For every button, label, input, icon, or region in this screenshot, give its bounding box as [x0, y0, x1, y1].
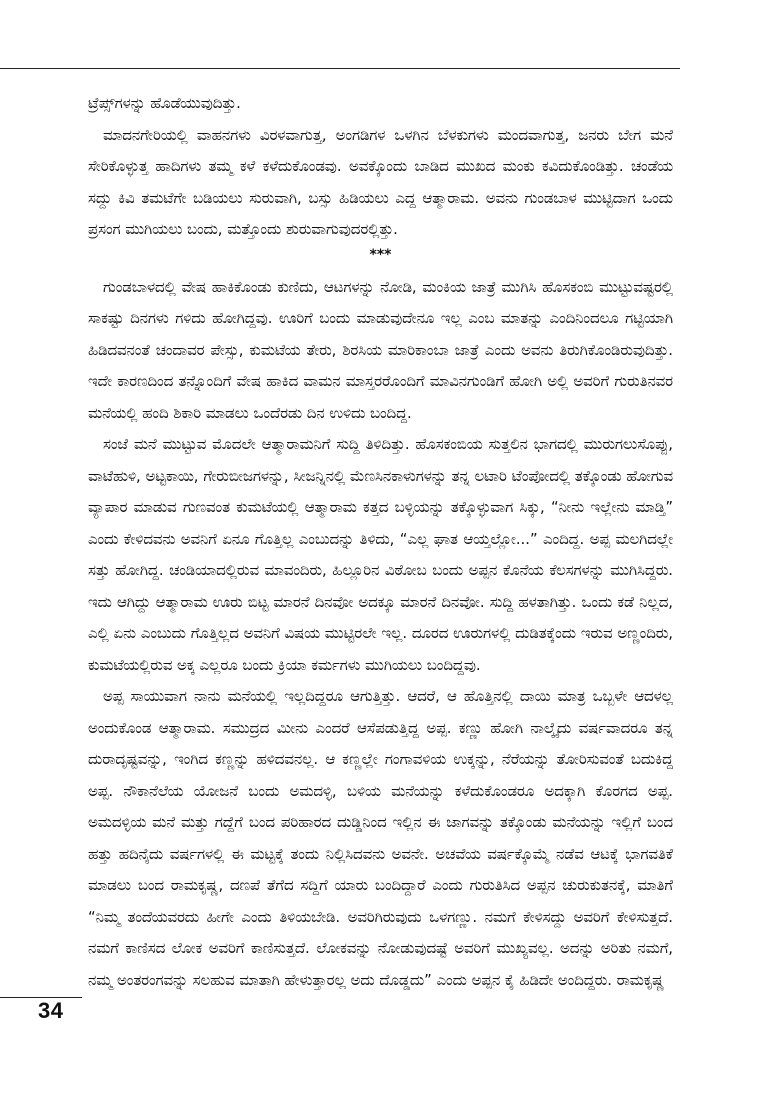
page-number: 34: [38, 998, 64, 1023]
paragraph-3: ಗುಂಡಬಾಳದಲ್ಲಿ ವೇಷ ಹಾಕಿಕೊಂಡು ಕುಣಿದು, ಆಟಗಳನ್ನು ನೋಡಿ, ಮಂಕಿಯ ಜಾತ್ರೆ ಮುಗಿಸಿ ಹೊಸಕಂಬಿ ಮುಟ್ಟುವಷ್ಟರಲ್ಲಿ ಸಾಕಷ್ಟು ದಿನಗಳು ಗಳಿದು ಹೋಗಿದ್ದವು. ಊರಿಗೆ ಬಂದು ಮಾಡುವುದೇನೂ ಇಲ್ಲ ಎಂಬ ಮಾತನ್ನು ಎಂದಿನಿಂದಲೂ ಗಟ್ಟಿಯಾಗಿ ಹಿಡಿದವನಂತೆ ಚಂದಾವರ ಪೇಸ್ಸು, ಕುಮಟೆಯ ತೇರು, ಶಿರಸಿಯ ಮಾರಿಕಾಂಬಾ ಜಾತ್ರೆ ಎಂದು ಅವನು ತಿರುಗಿಕೊಂಡಿರುವುದಿತ್ತು. ಇದೇ ಕಾರಣದಿಂದ ತನ್ನೊಂದಿಗೆ ವೇಷ ಹಾಕಿದ ವಾಮನ ಮಾಸ್ತರರೊಂದಿಗೆ ಮಾವಿನಗುಂಡಿಗೆ ಹೋಗಿ ಅಲ್ಲಿ ಅವರಿಗೆ ಗುರುತಿನವರ ಮನೆಯಲ್ಲಿ ಹಂದಿ ಶಿಕಾರಿ ಮಾಡಲು ಒಂದೆರಡು ದಿನ ಉಳಿದು ಬಂದಿದ್ದ.: [88, 278, 673, 422]
page-body: [88, 88, 673, 996]
paragraph-5: ಅಪ್ಪ ಸಾಯುವಾಗ ನಾನು ಮನೆಯಲ್ಲಿ ಇಲ್ಲದಿದ್ದರೂ ಆಗುತ್ತಿತ್ತು. ಆದರೆ, ಆ ಹೊತ್ತಿನಲ್ಲಿ ದಾಯಿ ಮಾತ್ರ ಒಬ್ಬಳೇ ಆದಳಲ್ಲ ಅಂದುಕೊಂಡ ಆತ್ಮಾರಾಮ. ಸಮುದ್ರದ ಮೀನು ಎಂದರೆ ಆಸೆಪಡುತ್ತಿದ್ದ ಅಪ್ಪ. ಕಣ್ಣು ಹೋಗಿ ನಾಲ್ಕೈದು ವರ್ಷವಾದರೂ ತನ್ನ ದುರಾದೃಷ್ಟವನ್ನು, ಇಂಗಿದ ಕಣ್ಣನ್ನು ಹಳಿದವನಲ್ಲ. ಆ ಕಣ್ಣಲ್ಲೇ ಗಂಗಾವಳಿಯ ಉಕ್ಕನ್ನು, ನೆರೆಯನ್ನು ತೋರಿಸುವಂತೆ ಬದುಕಿದ್ದ ಅಪ್ಪ. ನೌಕಾನೆಲೆಯ ಯೋಜನೆ ಬಂದು ಅಮದಳ್ಳಿ, ಬಳಿಯ ಮನೆಯನ್ನು ಕಳೆದುಕೊಂಡರೂ ಅದಕ್ಕಾಗಿ ಕೊರಗದ ಅಪ್ಪ. ಅಮದಳ್ಳಿಯ ಮನೆ ಮತ್ತು ಗದ್ದೆಗೆ ಬಂದ ಪರಿಹಾರದ ದುಡ್ಡಿನಿಂದ ಇಲ್ಲಿನ ಈ ಜಾಗವನ್ನು ತಕ್ಕೊಂಡು ಮನೆಯನ್ನು ಇಲ್ಲಿಗೆ ಬಂದ ಹತ್ತು ಹದಿನೈದು ವರ್ಷಗಳಲ್ಲಿ ಈ ಮಟ್ಟಕ್ಕೆ ತಂದು ನಿಲ್ಲಿಸಿದವನು ಅವನೇ. ಅಚವೆಯ ವರ್ಷಕ್ಕೊಮ್ಮೆ ನಡೆವ ಆಟಕ್ಕೆ ಭಾಗವತಿಕೆ ಮಾಡಲು ಬಂದ ರಾಮಕೃಷ್ಣ, ದಣಪೆ ತೆಗೆದ ಸದ್ದಿಗೆ ಯಾರು ಬಂದಿದ್ದಾರೆ ಎಂದು ಗುರುತಿಸಿದ ಅಪ್ಪನ ಚುರುಕುತನಕ್ಕೆ, ಮಾತಿಗೆ “ನಿಮ್ಮ ತಂದೆಯವರದು ಹೀಗೇ ಎಂದು ತಿಳಿಯಬೇಡಿ. ಅವರಿಗಿರುವುದು ಒಳಗಣ್ಣು. ನಮಗೆ ಕೇಳಿಸದ್ದು ಅವರಿಗೆ ಕೇಳಿಸುತ್ತದೆ. ನಮಗೆ ಕಾಣಿಸದ ಲೋಕ ಅವರಿಗೆ ಕಾಣಿಸುತ್ತದೆ. ಲೋಕವನ್ನು ನೋಡುವುದಷ್ಟೆ ಅವರಿಗೆ ಮುಖ್ಯವಲ್ಲ. ಅದನ್ನು ಅರಿತು ನಮಗೆ, ನಮ್ಮ ಅಂತರಂಗವನ್ನು ಸಲಹುವ ಮಾತಾಗಿ ಹೇಳುತ್ತಾರಲ್ಲ ಅದು ದೊಡ್ಡದು” ಎಂದು ಅಪ್ಪನ ಕೈ ಹಿಡಿದೇ ಅಂದಿದ್ದರು. ರಾಮಕೃಷ್ಣ: [88, 688, 673, 989]
header-rule: [0, 68, 680, 69]
section-separator: ***: [369, 246, 392, 263]
paragraph-1: ಟ್ರೆಪ್ಸ್‌ಗಳನ್ನು ಹೊಡೆಯುವುದಿತ್ತು.: [88, 95, 241, 112]
paragraph-2: ಮಾದನಗೇರಿಯಲ್ಲಿ ವಾಹನಗಳು ವಿರಳವಾಗುತ್ತ, ಅಂಗಡಿಗಳ ಒಳಗಿನ ಬೆಳಕುಗಳು ಮಂದವಾಗುತ್ತ, ಜನರು ಬೇಗ ಮನೆ ಸೇರಿಕೊಳ್ಳುತ್ತ ಹಾದಿಗಳು ತಮ್ಮ ಕಳೆ ಕಳೆದುಕೊಂಡವು. ಅವಕ್ಕೊಂದು ಬಾಡಿದ ಮುಖದ ಮಂಕು ಕವಿದುಕೊಂಡಿತ್ತು. ಚಂಡೆಯ ಸದ್ದು ಕಿವಿ ತಮಟೆಗೇ ಬಡಿಯಲು ಸುರುವಾಗಿ, ಬಸ್ಸು ಹಿಡಿಯಲು ಎದ್ದ ಆತ್ಮಾರಾಮ. ಅವನು ಗುಂಡಬಾಳ ಮುಟ್ಟಿದಾಗ ಒಂದು ಪ್ರಸಂಗ ಮುಗಿಯಲು ಬಂದು, ಮತ್ತೊಂದು ಶುರುವಾಗುವುದರಲ್ಲಿತ್ತು.: [88, 126, 673, 238]
paragraph-4: ಸಂಜೆ ಮನೆ ಮುಟ್ಟುವ ಮೊದಲೇ ಆತ್ಮಾರಾಮನಿಗೆ ಸುದ್ದಿ ತಿಳಿದಿತ್ತು. ಹೊಸಕಂಬಿಯ ಸುತ್ತಲಿನ ಭಾಗದಲ್ಲಿ ಮುರುಗಲುಸೊಪ್ಪು, ವಾಟೆಹುಳಿ, ಅಟ್ಟಕಾಯಿ, ಗೇರುಬೀಜಗಳನ್ನು, ಸೀಜನ್ನಿನಲ್ಲಿ ಮೆಣಸಿನಕಾಳುಗಳನ್ನು ತನ್ನ ಲಟಾರಿ ಟೆಂಪೋದಲ್ಲಿ ತಕ್ಕೊಂಡು ಹೋಗುವ ವ್ಯಾಪಾರ ಮಾಡುವ ಗುಣವಂತ ಕುಮಟೆಯಲ್ಲಿ ಆತ್ಮಾರಾಮ ಕತ್ತದ ಬಳ್ಳಿಯನ್ನು ತಕ್ಕೊಳ್ಳುವಾಗ ಸಿಕ್ಕು, “ನೀನು ಇಲ್ಲೇನು ಮಾಡ್ತಿ” ಎಂದು ಕೇಳಿದವನು ಅವನಿಗೆ ಏನೂ ಗೊತ್ತಿಲ್ಲ ಎಂಬುದನ್ನು ತಿಳಿದು, “ಎಲ್ಲ ಘಾತ ಆಯ್ತಲ್ಲೋ...” ಎಂದಿದ್ದ. ಅಪ್ಪ ಮಲಗಿದಲ್ಲೇ ಸತ್ತು ಹೋಗಿದ್ದ. ಚಂಡಿಯಾದಲ್ಲಿರುವ ಮಾವಂದಿರು, ಹಿಲ್ಲೂರಿನ ವಿಠೋಬ ಬಂದು ಅಪ್ಪನ ಕೊನೆಯ ಕೆಲಸಗಳನ್ನು ಮುಗಿಸಿದ್ದರು. ಇದು ಆಗಿದ್ದು ಆತ್ಮಾರಾಮ ಊರು ಬಿಟ್ಟ ಮಾರನೆ ದಿನವೋ ಅದಕ್ಕೂ ಮಾರನೆ ದಿನವೋ. ಸುದ್ದಿ ಹಳತಾಗಿತ್ತು. ಒಂದು ಕಡೆ ನಿಲ್ಲದ, ಎಲ್ಲಿ ಏನು ಎಂಬುದು ಗೊತ್ತಿಲ್ಲದ ಅವನಿಗೆ ವಿಷಯ ಮುಟ್ಟಿರಲೇ ಇಲ್ಲ. ದೂರದ ಊರುಗಳಲ್ಲಿ ದುಡಿತಕ್ಕೆಂದು ಇರುವ ಅಣ್ಣಂದಿರು, ಕುಮಟೆಯಲ್ಲಿರುವ ಅಕ್ಕ ಎಲ್ಲರೂ ಬಂದು ಕ್ರಿಯಾ ಕರ್ಮಗಳು ಮುಗಿಯಲು ಬಂದಿದ್ದವು.: [88, 436, 673, 674]
